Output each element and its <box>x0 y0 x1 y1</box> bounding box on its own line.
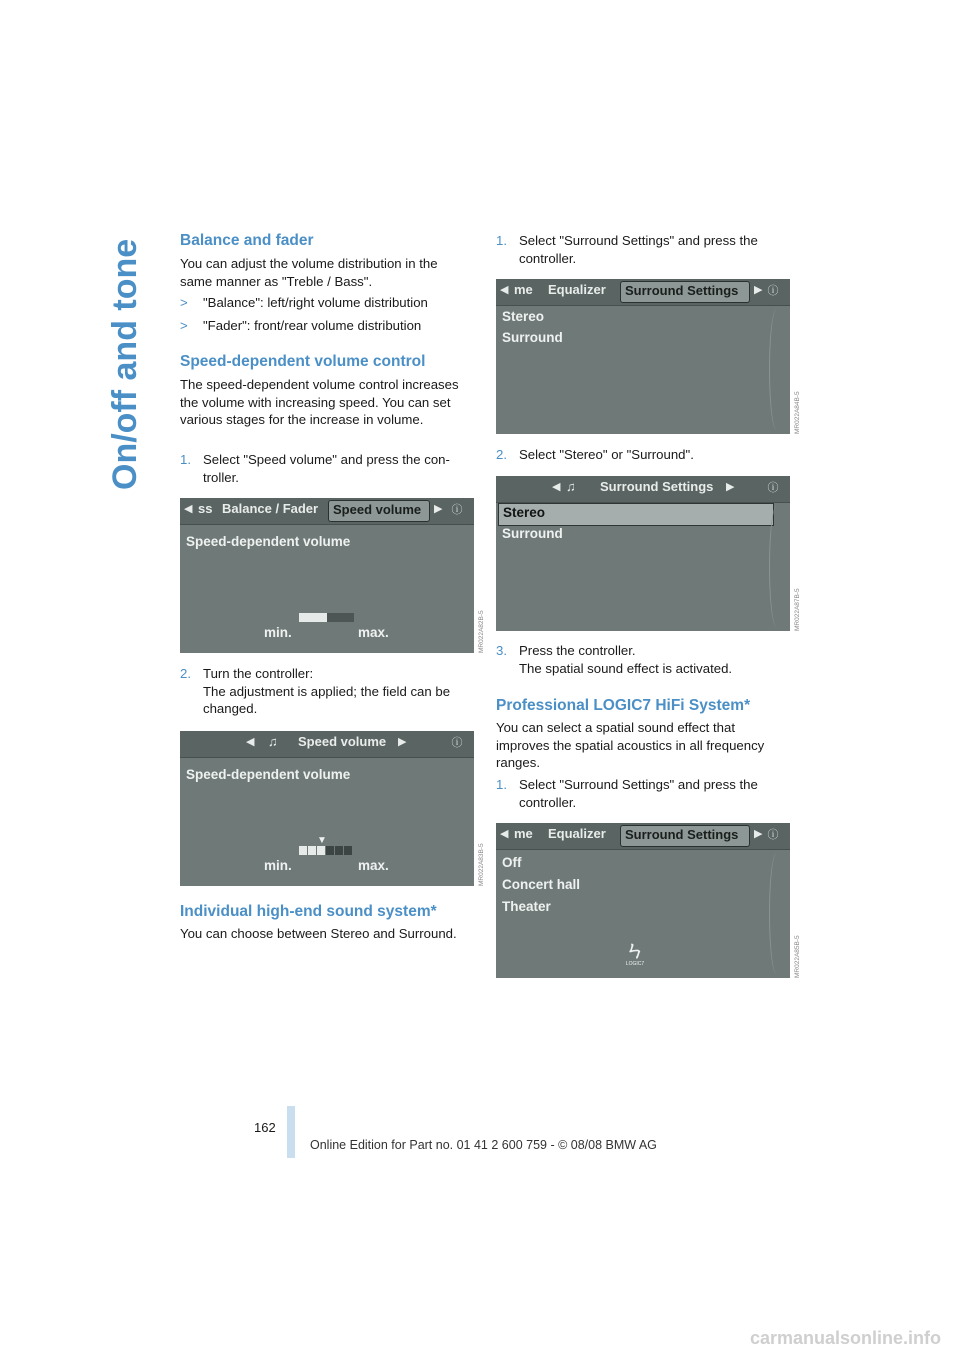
heading-speed: Speed-dependent volume control <box>180 353 426 370</box>
heading-individual: Individual high-end sound system* <box>180 903 437 920</box>
info-icon: ⓘ <box>767 482 779 494</box>
info-icon: ⓘ <box>451 504 463 516</box>
volume-segments <box>299 846 354 855</box>
speaker-icon: ♫ <box>566 479 576 494</box>
chapter-title: On/off and tone <box>106 238 144 490</box>
step-2-speed: 2. Turn the controller: The adjustment is applied; the field can be changed. <box>180 666 451 716</box>
speaker-icon: ♫ <box>268 734 278 749</box>
volume-bar <box>299 613 354 622</box>
logic7-text: You can select a spatial sound effect that improves the spatial acoustics in all frequency ranges. <box>496 720 765 770</box>
watermark: carmanualsonline.info <box>750 1328 942 1348</box>
logic7-logo: ㄣ LOGIC7 <box>625 940 645 967</box>
heading-logic7: Professional LOGIC7 HiFi System* <box>496 697 751 714</box>
page-number: 162 <box>254 1120 276 1135</box>
screen-logic7-surround: ◀ me Equalizer Surround Settings ▶ ⓘ Off Concert hall Theater ㄣ LOGIC7 <box>496 823 790 978</box>
info-icon: ⓘ <box>451 737 463 749</box>
speed-text: The speed-dependent volume control increases the volume with increasing speed. You can set various stages for the increase in volume. <box>180 377 459 427</box>
balance-text: You can adjust the volume distribution in the same manner as "Treble / Bass". <box>180 256 438 289</box>
surround-option[interactable]: Surround <box>502 526 563 541</box>
heading-balance: Balance and fader <box>180 232 314 249</box>
stereo-option[interactable]: Stereo <box>498 503 774 526</box>
screen-surround-settings: ◀ ♫ Surround Settings ▶ ⓘ Stereo Surround <box>496 476 790 631</box>
screen-surround-tab: ◀ me Equalizer Surround Settings ▶ ⓘ Stereo Surround <box>496 279 790 434</box>
footer-text: Online Edition for Part no. 01 41 2 600 759 - © 08/08 BMW AG <box>310 1138 657 1152</box>
screen-speed-volume-adjust: ◀ ♫ Speed volume ▶ ⓘ Speed-dependent volume ▼ min. max. <box>180 731 474 886</box>
screen-speed-volume-select: ◀ ss Balance / Fader Speed volume ▶ ⓘ Speed-dependent volume min. max. <box>180 498 474 653</box>
pointer-icon: ▼ <box>317 835 327 846</box>
footer-accent-bar <box>287 1106 295 1158</box>
step-3-surround: 3. Press the controller. The spatial sound effect is activated. <box>496 643 733 676</box>
individual-text: You can choose between Stereo and Surround. <box>180 926 457 941</box>
info-icon: ⓘ <box>767 829 779 841</box>
info-icon: ⓘ <box>767 285 779 297</box>
